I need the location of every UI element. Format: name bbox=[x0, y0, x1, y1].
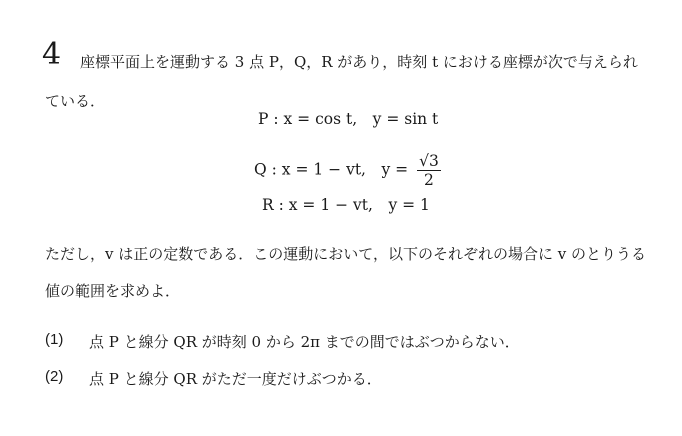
equation-r: R : x = 1 − vt, y = 1 bbox=[262, 196, 430, 214]
equation-q-fraction bbox=[417, 152, 441, 189]
body-text-line1: ただし，v は正の定数である．この運動において，以下のそれぞれの場合に v のとりうる bbox=[45, 245, 646, 263]
problem-number: 4 bbox=[42, 37, 62, 72]
equation-q bbox=[254, 152, 441, 189]
body-text-line2: 値の範囲を求めよ． bbox=[45, 282, 181, 300]
intro-text-line2: ている． bbox=[45, 92, 106, 110]
question-1-text: 点 P と線分 QR が時刻 0 から 2π までの間ではぶつからない． bbox=[89, 333, 520, 351]
question-2-text: 点 P と線分 QR がただ一度だけぶつかる． bbox=[89, 370, 382, 388]
fraction-numerator: √3 bbox=[419, 152, 439, 170]
question-2-label: (2) bbox=[45, 368, 64, 385]
question-1-label: (1) bbox=[45, 331, 64, 348]
fraction-denominator: 2 bbox=[424, 171, 434, 189]
intro-text-line1: 座標平面上を運動する 3 点 P，Q，R があり，時刻 t における座標が次で与えられ bbox=[80, 53, 638, 71]
equation-q-left: Q : x = 1 − vt, y = bbox=[254, 160, 409, 179]
equation-p: P : x = cos t, y = sin t bbox=[258, 110, 439, 128]
